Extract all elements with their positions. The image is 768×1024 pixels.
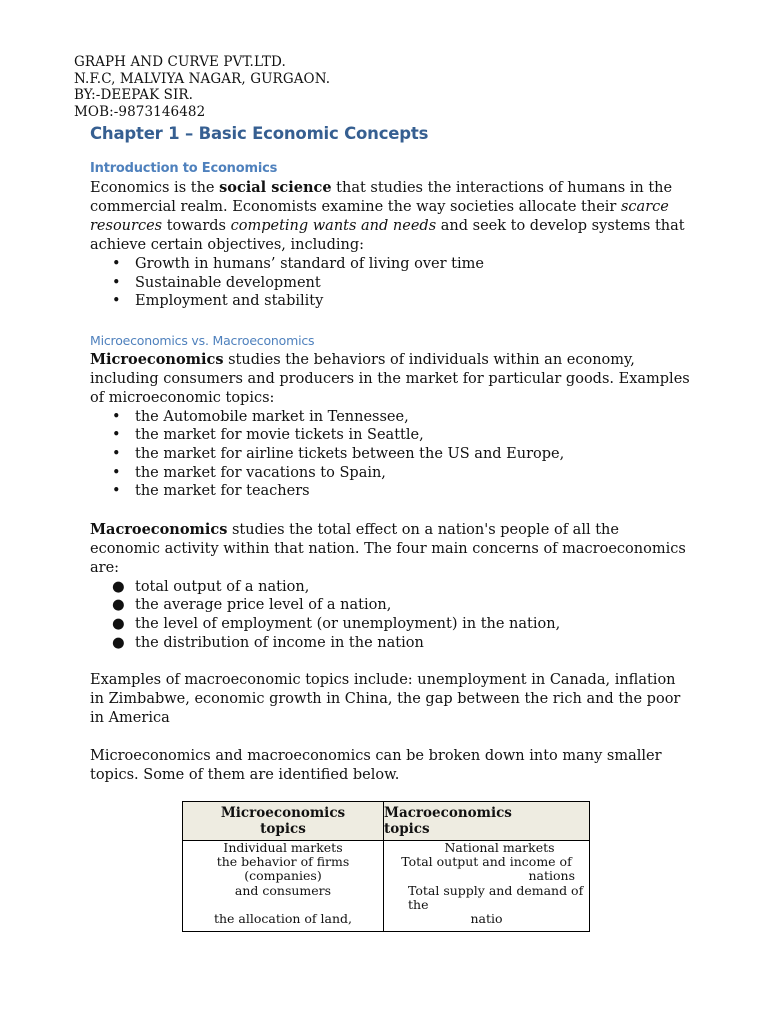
bullet-icon: • bbox=[112, 408, 121, 425]
cell-line: (companies) bbox=[244, 868, 322, 884]
bullet-icon: • bbox=[112, 445, 121, 462]
document-body bbox=[90, 124, 690, 785]
macro-bullet-list bbox=[90, 578, 690, 652]
intro-bold-term: social science bbox=[219, 179, 332, 196]
intro-heading: Introduction to Economics bbox=[90, 161, 278, 176]
list-item bbox=[90, 292, 690, 311]
list-item-text: the market for airline tickets between the US and Europe, bbox=[135, 445, 565, 462]
list-item bbox=[90, 482, 690, 501]
topics-table bbox=[182, 801, 590, 932]
macro-topics-cell bbox=[384, 841, 590, 932]
company-header bbox=[74, 54, 330, 120]
macro-topics-header bbox=[384, 802, 590, 841]
list-item-text: the Automobile market in Tennessee, bbox=[135, 408, 409, 425]
bullet-icon: • bbox=[112, 293, 121, 310]
intro-text-2: that studies the interactions of humans in the commercial realm. Economists examine the way societies allocate their bbox=[90, 180, 673, 215]
list-item bbox=[90, 426, 690, 445]
table-row bbox=[183, 841, 590, 932]
list-item-text: Growth in humans’ standard of living over time bbox=[135, 256, 484, 272]
macro-text: studies the total effect on a nation's people of all the economic activity within that nation. The four main concerns of macroeconomics are: bbox=[90, 521, 686, 576]
cell-line: National markets bbox=[444, 840, 555, 855]
header-text: topics bbox=[260, 821, 306, 837]
micro-paragraph bbox=[90, 350, 690, 408]
cell-line: the allocation of land, bbox=[213, 910, 353, 926]
breakdown-paragraph: Microeconomics and macroeconomics can be broken down into many smaller topics. Some of them are identified below. bbox=[90, 748, 662, 784]
micro-bullet-list bbox=[90, 408, 690, 501]
list-item bbox=[90, 255, 690, 274]
list-item bbox=[90, 274, 690, 293]
list-item-text: the market for vacations to Spain, bbox=[135, 464, 386, 481]
header-text: topics bbox=[384, 821, 430, 837]
list-item bbox=[90, 408, 690, 427]
header-text: Macroeconomics bbox=[384, 805, 512, 821]
intro-paragraph bbox=[90, 178, 690, 255]
bullet-icon: • bbox=[112, 427, 121, 444]
list-item bbox=[90, 445, 690, 464]
table-header-row bbox=[183, 802, 590, 841]
list-item-text: Sustainable development bbox=[135, 274, 321, 291]
list-item bbox=[90, 615, 690, 634]
cell-line: and consumers bbox=[234, 882, 332, 898]
list-item bbox=[90, 596, 690, 615]
micro-topics-header bbox=[183, 802, 384, 841]
cell-line bbox=[183, 898, 383, 912]
page-cutoff bbox=[0, 932, 768, 1024]
list-item-text: Employment and stability bbox=[135, 293, 324, 310]
cell-line: Total supply and demand of bbox=[408, 882, 584, 898]
list-item bbox=[90, 578, 690, 597]
cell-line: the bbox=[408, 896, 429, 912]
list-item-text: total output of a nation, bbox=[135, 578, 310, 595]
intro-text-4: and seek to develop systems that achieve certain objectives, including: bbox=[90, 218, 685, 253]
bullet-icon: ● bbox=[112, 615, 125, 632]
macro-paragraph bbox=[90, 520, 690, 578]
author-line: BY:-DEEPAK SIR. bbox=[74, 87, 194, 103]
intro-italic-1: scarce resources bbox=[90, 199, 669, 234]
chapter-title: Chapter 1 – Basic Economic Concepts bbox=[90, 124, 429, 143]
micro-bold-term: Microeconomics bbox=[90, 350, 224, 368]
bullet-icon: • bbox=[112, 483, 121, 500]
bullet-icon: • bbox=[112, 256, 121, 272]
cell-line: nations bbox=[528, 868, 575, 884]
mobile-line: MOB:-9873146482 bbox=[74, 103, 206, 120]
micro-topics-cell bbox=[183, 841, 384, 932]
intro-text-1: Economics is the bbox=[90, 180, 220, 196]
intro-italic-2: competing wants and needs bbox=[230, 218, 437, 234]
bullet-icon: ● bbox=[112, 597, 125, 614]
company-address: N.F.C, MALVIYA NAGAR, GURGAON. bbox=[74, 70, 331, 87]
list-item-text: the market for teachers bbox=[135, 483, 310, 500]
cell-line: the behavior of firms bbox=[216, 854, 350, 870]
cell-line: natio bbox=[470, 911, 503, 927]
macro-examples-paragraph: Examples of macroeconomic topics include: unemployment in Canada, inflation in Zimbabwe, economic growth in China, the gap between the rich and the poor in America bbox=[90, 672, 681, 727]
macro-bold-term: Macroeconomics bbox=[90, 520, 228, 538]
bullet-icon: ● bbox=[112, 578, 125, 595]
company-name: GRAPH AND CURVE PVT.LTD. bbox=[74, 54, 286, 70]
cell-line: Total output and income of bbox=[401, 854, 572, 870]
micro-macro-heading: Microeconomics vs. Macroeconomics bbox=[90, 332, 315, 348]
header-text: Microeconomics bbox=[220, 805, 346, 821]
bullet-icon: • bbox=[112, 464, 121, 481]
list-item bbox=[90, 634, 690, 653]
cell-line: Individual markets bbox=[223, 840, 343, 855]
micro-text: studies the behaviors of individuals within an economy, including consumers and producers in the market for particular goods. Examples of microeconomic topics: bbox=[90, 351, 690, 406]
list-item-text: the market for movie tickets in Seattle, bbox=[135, 427, 424, 444]
list-item bbox=[90, 464, 690, 483]
list-item-text: the average price level of a nation, bbox=[135, 597, 392, 614]
bullet-icon: • bbox=[112, 274, 121, 291]
bullet-icon: ● bbox=[112, 634, 125, 651]
intro-bullet-list bbox=[90, 255, 690, 311]
list-item-text: the distribution of income in the nation bbox=[135, 634, 424, 651]
intro-text-3: towards bbox=[162, 218, 231, 234]
list-item-text: the level of employment (or unemployment) in the nation, bbox=[135, 615, 561, 632]
